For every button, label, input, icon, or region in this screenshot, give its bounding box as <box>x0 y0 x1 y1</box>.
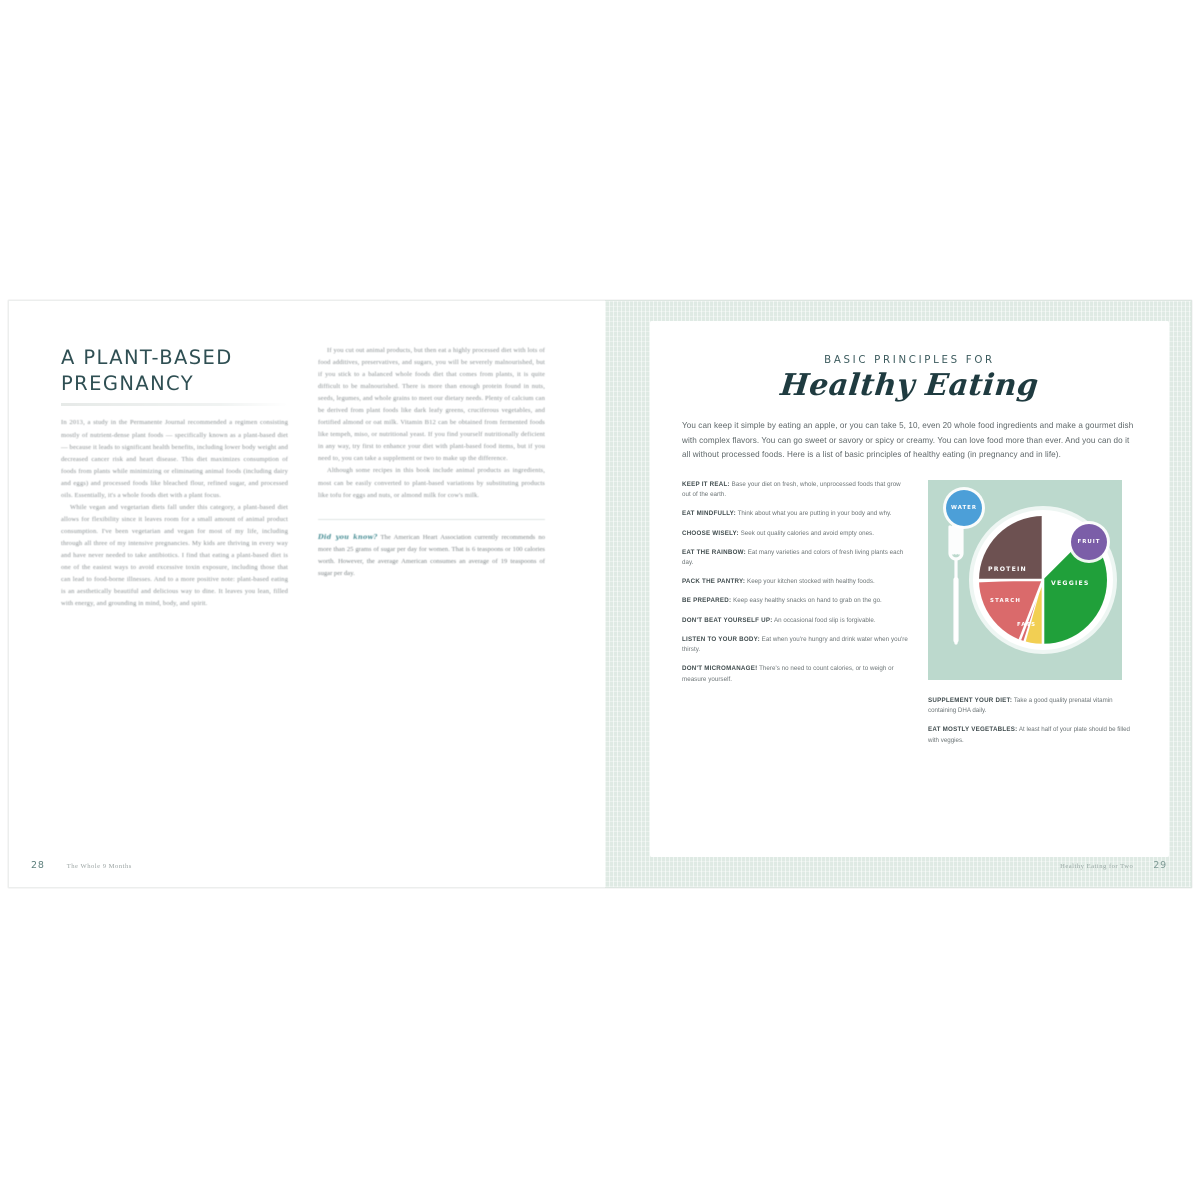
list-item-text: Think about what you are putting in your body and why. <box>737 510 892 518</box>
paragraph: In 2013, a study in the Permanente Journal recommended a regimen consisting mostly of nutrient-dense plant foods — specifically known as a plant-based diet — because it leads to significant health benefits, including lower body weight and decreased cancer risk and heart disease. This diet maximizes consumption of foods from plants while minimizing or eliminating animal foods (including dairy and eggs) and processed foods like bleached flour, refined sugar, and processed oils. Essentially, it's a whole foods diet with a plant focus. <box>61 419 288 499</box>
pie-label-protein: PROTEIN <box>988 565 1027 573</box>
body-copy-column-one <box>61 417 288 610</box>
list-item <box>682 509 910 520</box>
note-lead: EAT MOSTLY VEGETABLES: <box>928 725 1018 733</box>
list-item-lead: EAT THE RAINBOW: <box>682 548 746 556</box>
card-eyebrow: BASIC PRINCIPLES FOR <box>824 355 995 366</box>
left-page-columns <box>61 345 563 841</box>
pie-label-fats: FATS <box>1017 621 1037 628</box>
list-item <box>682 635 910 656</box>
pullquote-text: The American Heart Association currently recommends no more than 25 grams of sugar per day for women. That is 6 teaspoons or 100 calories worth. However, the average American consumes an average of 19 teaspoons of sugar per day. <box>318 533 545 577</box>
running-head-left: The Whole 9 Months <box>66 863 132 870</box>
list-item-lead: EAT MINDFULLY: <box>682 510 736 518</box>
list-item-text: Base your diet on fresh, whole, unprocessed foods that grow out of the earth. <box>682 480 901 499</box>
pullquote-lead: Did you know? <box>318 532 378 541</box>
healthy-plate-illustration <box>928 480 1122 680</box>
card-title: Healthy Eating <box>778 368 1041 403</box>
note-lead: SUPPLEMENT YOUR DIET: <box>928 696 1013 704</box>
left-page-footer <box>31 860 132 871</box>
body-copy-column-two <box>318 345 545 502</box>
running-head-right: Healthy Eating for Two <box>1060 863 1134 870</box>
pie-label-veggies: VEGGIES <box>1051 579 1090 587</box>
list-item <box>682 664 910 685</box>
list-item-text: An occasional food slip is forgivable. <box>773 616 876 624</box>
left-column-two <box>318 345 545 841</box>
paragraph: Although some recipes in this book include animal products as ingredients, most can be easily converted to plant-based variations by substituting products like tofu for eggs and nuts, or almond milk for cow's milk. <box>318 467 545 499</box>
plate-notes <box>928 696 1137 746</box>
note-text: Take a good quality prenatal vitamin containing DHA daily. <box>928 696 1113 715</box>
list-item <box>928 725 1137 746</box>
principles-card <box>650 321 1169 857</box>
pie-label-starch: STARCH <box>990 597 1022 604</box>
list-item-text: Eat when you're hungry and drink water when you're thirsty. <box>682 635 908 654</box>
list-item-lead: LISTEN TO YOUR BODY: <box>682 635 760 643</box>
title-rule <box>61 403 288 406</box>
list-item <box>682 577 910 588</box>
list-item <box>682 548 910 569</box>
principles-list <box>682 480 910 754</box>
list-item-lead: KEEP IT REAL: <box>682 480 730 488</box>
badge-fruit-label: FRUIT <box>1077 538 1101 545</box>
badge-fruit <box>1071 524 1107 560</box>
list-item-text: Keep easy healthy snacks on hand to grab on the go. <box>733 597 882 605</box>
badge-water-label: WATER <box>951 504 977 511</box>
right-page <box>605 300 1192 888</box>
list-item-lead: PACK THE PANTRY: <box>682 578 746 586</box>
list-item <box>928 696 1137 717</box>
paragraph: While vegan and vegetarian diets fall under this category, a plant-based diet allows for flexibility since it leaves room for a small amount of animal product consumption. I've been vegetarian and vegan for most of my life, including through all three of my intensive pregnancies. My kids are thriving in every way and have never needed to take antibiotics. I find that eating a plant-based diet is one of the easiest ways to avoid excessive toxin exposure, including those that can lead to food-borne illnesses. And to a more positive note: plant-based eating is an aesthetically beautiful and delicious way to dine. It leaves you lean, filled with energy, and grounding in mind, body, and spirit. <box>61 503 288 608</box>
list-item-text: Keep your kitchen stocked with healthy foods. <box>747 578 875 586</box>
card-intro: You can keep it simple by eating an apple, or you can take 5, 10, even 20 whole food ingredients and make a gourmet dish with complex flavors. You can go sweet or savory or spicy or creamy. You can love food more than ever. And you can do it all without processed foods. Here is a list of basic principles of healthy eating (in pregnancy and in life). <box>682 421 1134 460</box>
card-lower <box>682 480 1137 754</box>
list-item-lead: DON'T BEAT YOURSELF UP: <box>682 616 773 624</box>
list-item-text: There's no need to count calories, or to weigh or measure yourself. <box>682 665 894 683</box>
page-title: A PLANT-BASED PREGNANCY <box>61 346 233 395</box>
list-item <box>682 616 910 627</box>
fork-icon <box>948 525 964 645</box>
folio-left: 28 <box>31 860 45 871</box>
left-page <box>8 300 605 888</box>
right-page-footer <box>1060 860 1167 871</box>
list-item-lead: BE PREPARED: <box>682 597 732 605</box>
list-item <box>682 596 910 607</box>
list-item-lead: CHOOSE WISELY: <box>682 529 739 537</box>
list-item <box>682 480 910 501</box>
list-item-lead: DON'T MICROMANAGE! <box>682 665 758 673</box>
badge-water <box>946 490 982 526</box>
folio-right: 29 <box>1153 860 1167 871</box>
principles-card-inner <box>650 321 1169 857</box>
list-item-text: Eat many varieties and colors of fresh living plants each day. <box>682 548 904 567</box>
left-column-one <box>61 345 288 841</box>
list-item-text: Seek out quality calories and avoid empty ones. <box>740 529 874 537</box>
book-spread <box>8 300 1192 888</box>
paragraph: If you cut out animal products, but then eat a highly processed diet with lots of food additives, preservatives, and sugars, you will be severely malnourished, but if you stick to a balanced whole foods diet that comes from plants, it is quite difficult to be malnourished. There is more than enough protein found in nuts, seeds, legumes, and whole grains to meet our dietary needs. Plenty of calcium can be derived from plant foods like dark leafy greens, cruciferous vegetables, and fortified almond or oat milk. Vitamin B12 can be obtained from fermented foods like tempeh, miso, or nutritional yeast. If you find yourself nutritionally deficient in any way, try first to enhance your diet with plant-based food items, but if you need to, you can take a supplement or two to make up the difference. <box>318 347 545 463</box>
note-text: At least half of your plate should be filled with veggies. <box>928 725 1130 744</box>
plate-column <box>928 480 1137 754</box>
list-item <box>682 529 910 540</box>
pullquote <box>318 519 545 580</box>
